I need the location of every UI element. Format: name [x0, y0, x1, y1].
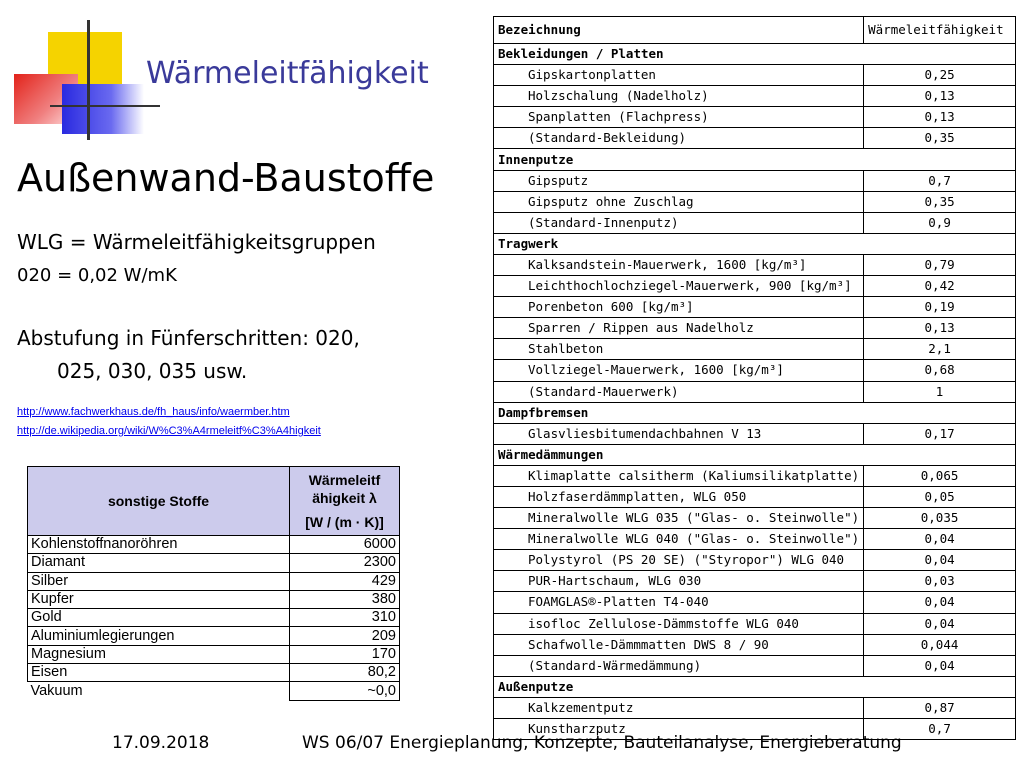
material-value: 0,87 — [864, 697, 1016, 718]
substance-name: Diamant — [28, 554, 290, 572]
table-row — [494, 423, 1016, 444]
page-heading: Außenwand-Baustoffe — [17, 156, 435, 200]
material-value: 0,79 — [864, 254, 1016, 275]
logo-blue-square — [62, 84, 144, 134]
substance-value: 6000 — [290, 536, 400, 554]
material-value: 0,35 — [864, 128, 1016, 149]
material-name: Mineralwolle WLG 040 ("Glas- o. Steinwolle") — [494, 529, 864, 550]
category-row — [494, 676, 1016, 697]
table-row — [28, 590, 400, 608]
substance-name: Silber — [28, 572, 290, 590]
table-row — [494, 339, 1016, 360]
table-row — [494, 254, 1016, 275]
material-value: 2,1 — [864, 339, 1016, 360]
material-value: 0,04 — [864, 550, 1016, 571]
table-row — [494, 128, 1016, 149]
table-row — [494, 276, 1016, 297]
substance-value: 80,2 — [290, 664, 400, 682]
material-name: Glasvliesbitumendachbahnen V 13 — [494, 423, 864, 444]
sub-table-header-row — [28, 467, 400, 536]
material-value: 0,04 — [864, 655, 1016, 676]
substance-name: Vakuum — [30, 682, 83, 699]
material-name: (Standard-Wärmedämmung) — [494, 655, 864, 676]
category-label: Außenputze — [494, 676, 1016, 697]
sub-header-value-line2: ähigkeit λ — [312, 490, 377, 506]
table-row — [494, 529, 1016, 550]
material-name: Kalkzementputz — [494, 697, 864, 718]
table-row — [494, 297, 1016, 318]
table-row — [494, 318, 1016, 339]
material-name: (Standard-Mauerwerk) — [494, 381, 864, 402]
table-row — [28, 645, 400, 663]
material-value: 0,19 — [864, 297, 1016, 318]
table-row — [494, 613, 1016, 634]
table-row-last — [28, 682, 400, 700]
substance-value: 209 — [290, 627, 400, 645]
wlg-example: 020 = 0,02 W/mK — [17, 265, 177, 286]
table-row — [28, 554, 400, 572]
table-row — [494, 212, 1016, 233]
table-row — [494, 508, 1016, 529]
material-name: (Standard-Innenputz) — [494, 212, 864, 233]
category-label: Dampfbremsen — [494, 402, 1016, 423]
material-value: 0,68 — [864, 360, 1016, 381]
category-label: Bekleidungen / Platten — [494, 44, 1016, 65]
material-value: 0,17 — [864, 423, 1016, 444]
category-row — [494, 402, 1016, 423]
material-value: 0,044 — [864, 634, 1016, 655]
material-value: 0,35 — [864, 191, 1016, 212]
material-name: isofloc Zellulose-Dämmstoffe WLG 040 — [494, 613, 864, 634]
material-name: Mineralwolle WLG 035 ("Glas- o. Steinwolle") — [494, 508, 864, 529]
material-name: Klimaplatte calsitherm (Kaliumsilikatplatte) — [494, 465, 864, 486]
table-row — [28, 664, 400, 682]
material-value: 0,25 — [864, 65, 1016, 86]
logo-graphic — [0, 0, 160, 150]
table-row — [494, 655, 1016, 676]
material-name: Sparren / Rippen aus Nadelholz — [494, 318, 864, 339]
substance-value: 429 — [290, 572, 400, 590]
material-name: Stahlbeton — [494, 339, 864, 360]
material-name: Porenbeton 600 [kg/m³] — [494, 297, 864, 318]
table-row — [494, 486, 1016, 507]
material-value: 0,04 — [864, 613, 1016, 634]
material-name: Spanplatten (Flachpress) — [494, 107, 864, 128]
category-label: Wärmedämmungen — [494, 444, 1016, 465]
material-value: 0,035 — [864, 508, 1016, 529]
link-fachwerkhaus[interactable]: http://www.fachwerkhaus.de/fh_haus/info/waermber.htm — [17, 406, 290, 418]
table-row — [494, 191, 1016, 212]
material-name: (Standard-Bekleidung) — [494, 128, 864, 149]
material-value: 0,065 — [864, 465, 1016, 486]
table-row — [494, 634, 1016, 655]
material-value: 0,13 — [864, 318, 1016, 339]
sub-header-value-line1: Wärmeleitf — [308, 472, 381, 488]
category-row — [494, 444, 1016, 465]
table-row — [28, 572, 400, 590]
category-label: Innenputze — [494, 149, 1016, 170]
category-row — [494, 149, 1016, 170]
material-value: 0,03 — [864, 571, 1016, 592]
category-label: Tragwerk — [494, 233, 1016, 254]
logo-vertical-line — [87, 20, 90, 140]
material-name: Holzfaserdämmplatten, WLG 050 — [494, 486, 864, 507]
material-name: Gipsputz ohne Zuschlag — [494, 191, 864, 212]
category-row — [494, 233, 1016, 254]
material-name: Leichthochlochziegel-Mauerwerk, 900 [kg/m³] — [494, 276, 864, 297]
material-value: 1 — [864, 381, 1016, 402]
slide-title: Wärmeleitfähigkeit — [146, 56, 429, 91]
substance-value: 310 — [290, 609, 400, 627]
table-row — [494, 571, 1016, 592]
table-row — [494, 465, 1016, 486]
sub-header-unit: [W / (m · K)] — [305, 514, 384, 530]
material-value: 0,7 — [864, 719, 1016, 740]
material-name: PUR-Hartschaum, WLG 030 — [494, 571, 864, 592]
material-value: 0,04 — [864, 592, 1016, 613]
logo-horizontal-line — [50, 105, 160, 107]
footer-date: 17.09.2018 — [112, 733, 210, 753]
other-materials-table — [27, 466, 400, 701]
material-name: Gipskartonplatten — [494, 65, 864, 86]
footer-course: WS 06/07 Energieplanung, Konzepte, Bauteilanalyse, Energieberatung — [302, 733, 902, 753]
wlg-definition: WLG = Wärmeleitfähigkeitsgruppen — [17, 230, 376, 254]
material-value: 0,13 — [864, 86, 1016, 107]
material-name: Vollziegel-Mauerwerk, 1600 [kg/m³] — [494, 360, 864, 381]
table-row — [28, 609, 400, 627]
material-value: 0,9 — [864, 212, 1016, 233]
substance-value: 170 — [290, 645, 400, 663]
table-row — [494, 86, 1016, 107]
table-row — [28, 536, 400, 554]
abstufung-line-2: 025, 030, 035 usw. — [57, 359, 248, 383]
material-name: FOAMGLAS®-Platten T4-040 — [494, 592, 864, 613]
material-value: 0,42 — [864, 276, 1016, 297]
sub-header-name: sonstige Stoffe — [28, 467, 290, 536]
material-value: 0,04 — [864, 529, 1016, 550]
table-row — [494, 360, 1016, 381]
table-header-row — [494, 17, 1016, 44]
table-row — [494, 592, 1016, 613]
substance-value: 380 — [290, 590, 400, 608]
material-name: Polystyrol (PS 20 SE) ("Styropor") WLG 040 — [494, 550, 864, 571]
material-value: 0,05 — [864, 486, 1016, 507]
table-row — [494, 65, 1016, 86]
substance-name: Kupfer — [28, 590, 290, 608]
table-row — [494, 550, 1016, 571]
link-wikipedia[interactable]: http://de.wikipedia.org/wiki/W%C3%A4rmeleitf%C3%A4higkeit — [17, 425, 321, 437]
material-name: Kunstharzputz — [494, 719, 864, 740]
substance-name: Eisen — [28, 664, 290, 682]
substance-value: 2300 — [290, 554, 400, 572]
substance-value: ~0,0 — [290, 682, 400, 700]
material-value: 0,7 — [864, 170, 1016, 191]
substance-name: Kohlenstoffnanoröhren — [28, 536, 290, 554]
substance-name: Gold — [28, 609, 290, 627]
material-name: Holzschalung (Nadelholz) — [494, 86, 864, 107]
abstufung-line-1: Abstufung in Fünferschritten: 020, — [17, 326, 360, 350]
category-row — [494, 44, 1016, 65]
main-material-table — [493, 16, 1016, 740]
header-name: Bezeichnung — [494, 17, 864, 44]
substance-name: Aluminiumlegierungen — [28, 627, 290, 645]
substance-name: Magnesium — [28, 645, 290, 663]
material-name: Kalksandstein-Mauerwerk, 1600 [kg/m³] — [494, 254, 864, 275]
table-row — [494, 107, 1016, 128]
table-row — [494, 170, 1016, 191]
table-row — [494, 697, 1016, 718]
header-value: Wärmeleitfähigkeit — [864, 17, 1016, 44]
material-name: Schafwolle-Dämmmatten DWS 8 / 90 — [494, 634, 864, 655]
sub-header-value — [290, 467, 400, 536]
material-value: 0,13 — [864, 107, 1016, 128]
table-row — [494, 381, 1016, 402]
material-name: Gipsputz — [494, 170, 864, 191]
table-row — [28, 627, 400, 645]
